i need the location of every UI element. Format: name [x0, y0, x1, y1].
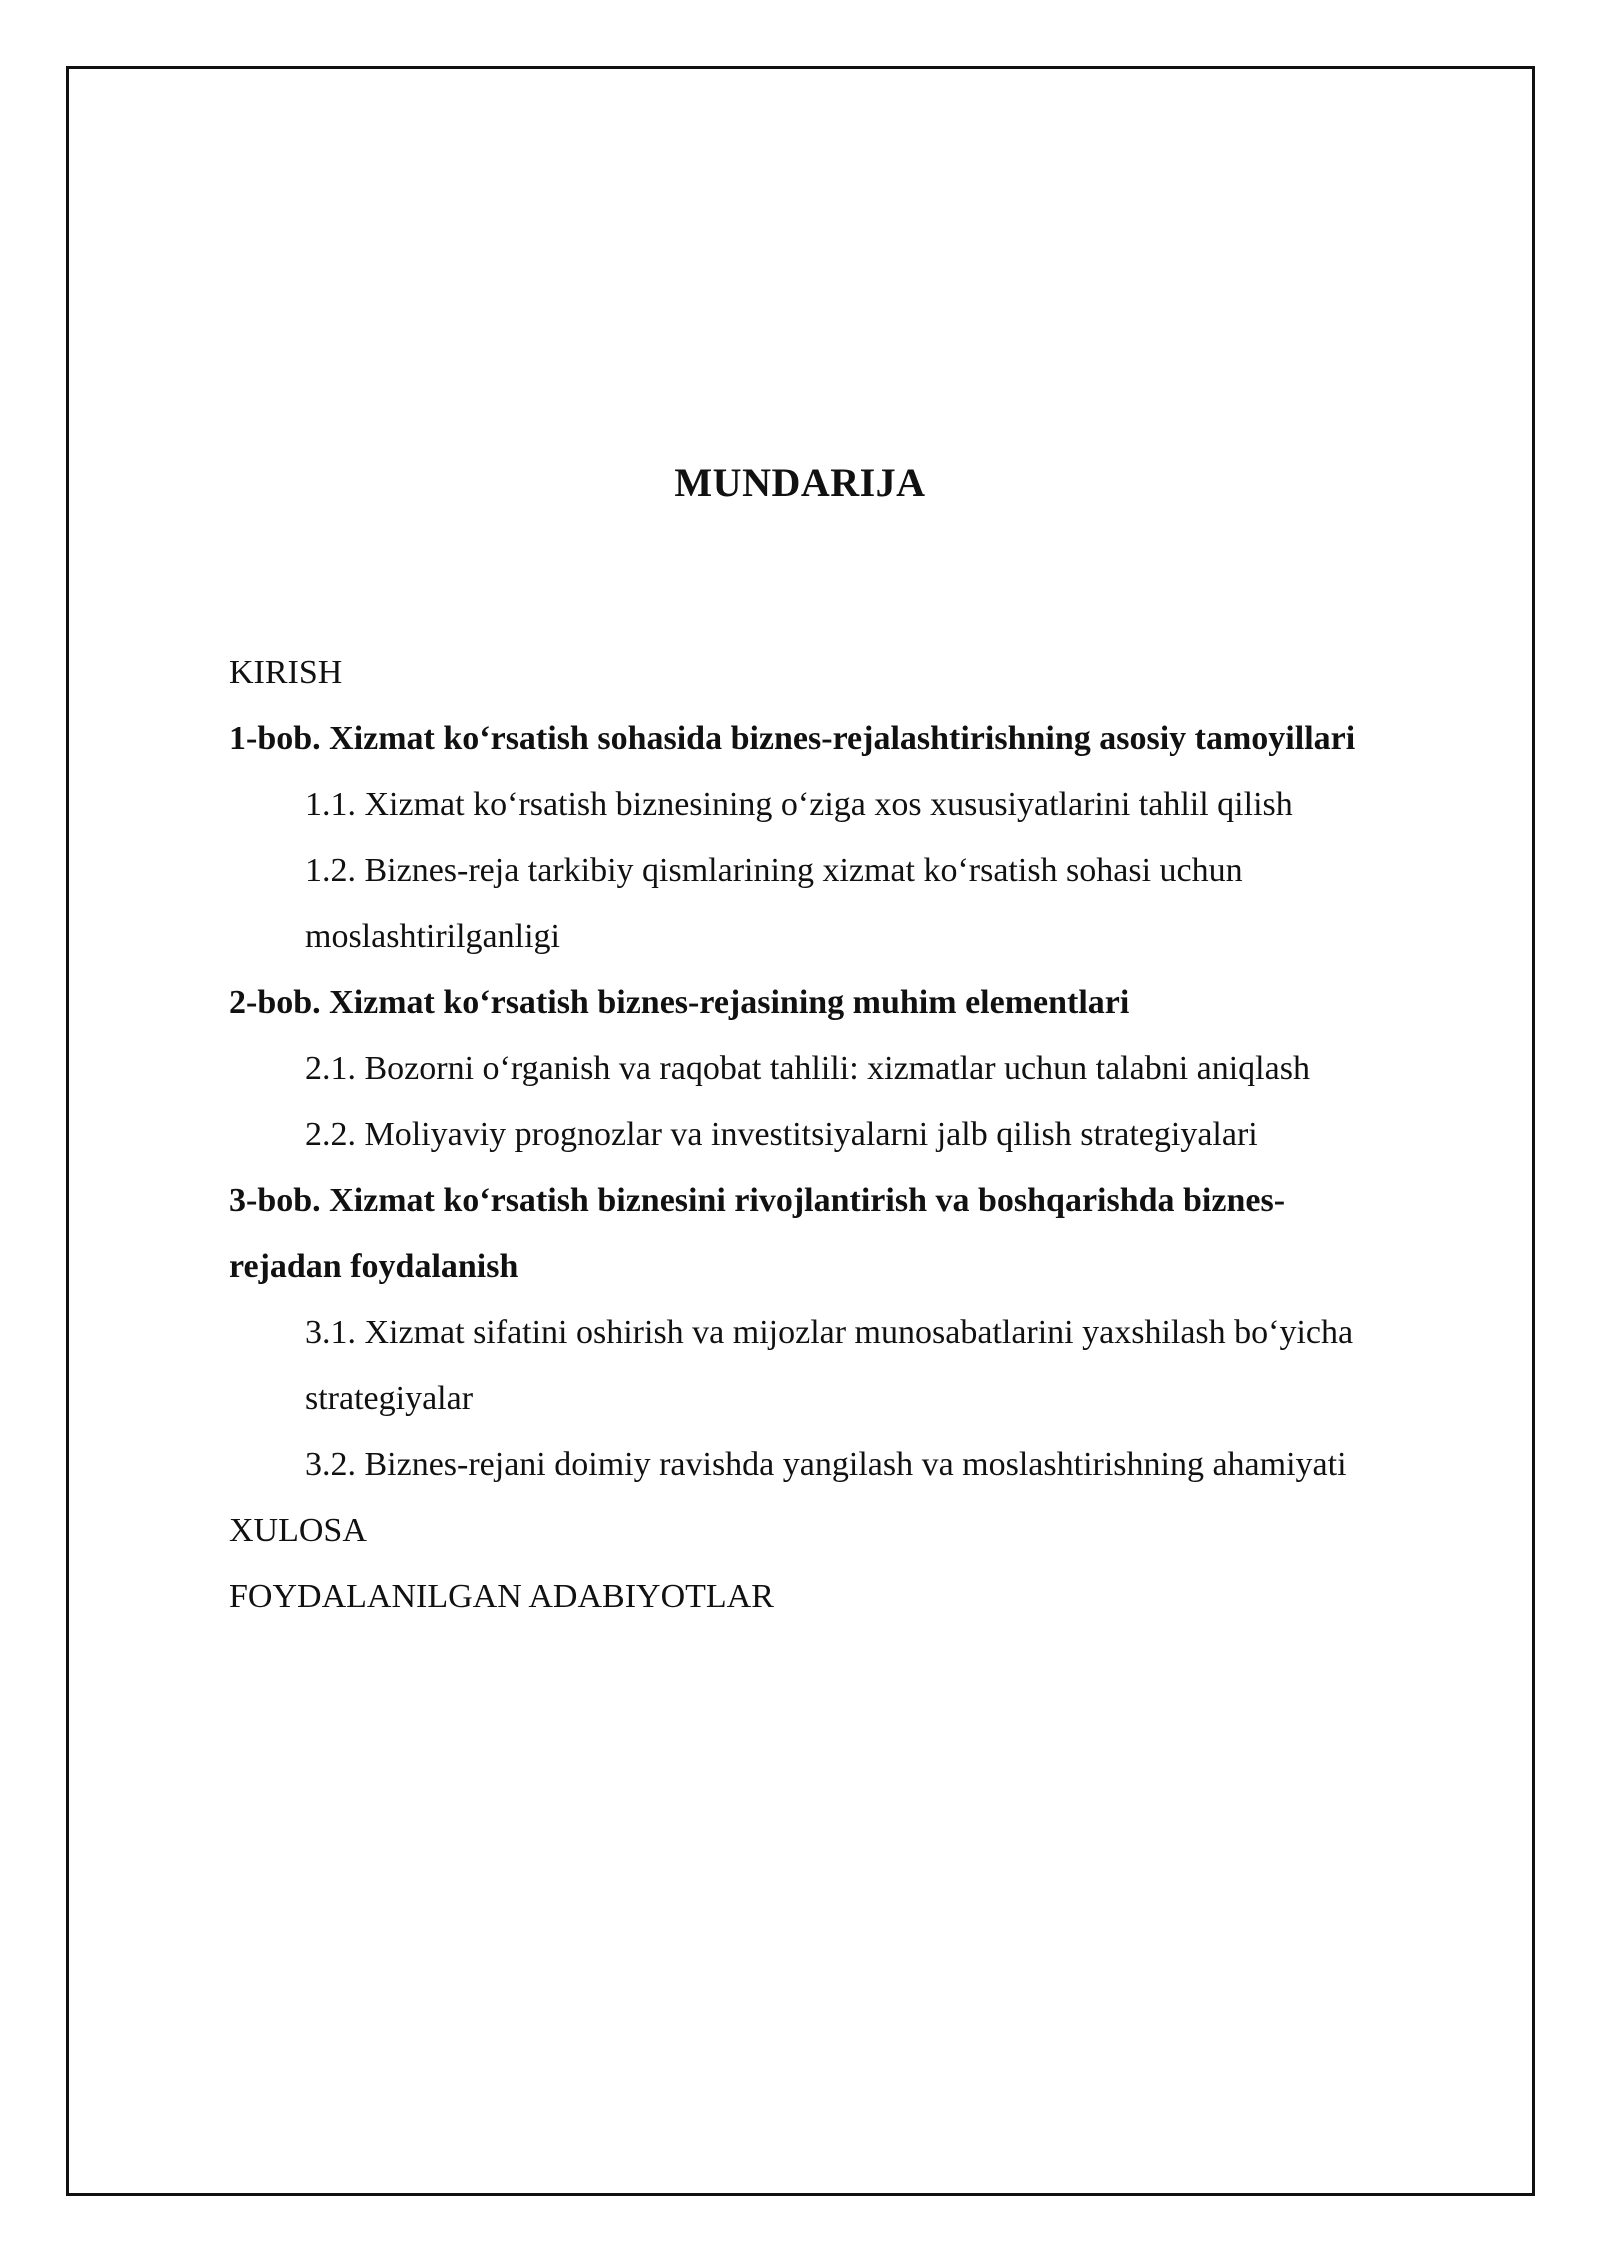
table-of-contents: [229, 640, 1499, 1630]
toc-entry-section-1-2[interactable]: [229, 838, 1499, 970]
toc-entry-section-3-1[interactable]: [229, 1300, 1499, 1432]
toc-entry-text: 3.2. Biznes-rejani doimiy ravishda yangilash va moslashtirishning ahamiyati: [305, 1446, 1347, 1483]
toc-entry-text: 1.1. Xizmat ko‘rsatish biznesining o‘ziga xos xususiyatlarini tahlil qilish: [305, 786, 1293, 823]
toc-entry-text-continued: strategiyalar: [305, 1380, 474, 1417]
toc-entry-chapter-3[interactable]: [229, 1168, 1499, 1300]
toc-entry-text: XULOSA: [229, 1512, 367, 1549]
toc-entry-text: KIRISH: [229, 654, 343, 691]
toc-entry-section-2-2[interactable]: [229, 1102, 1499, 1168]
toc-entry-section-2-1[interactable]: [229, 1036, 1499, 1102]
toc-entry-text: 2-bob. Xizmat ko‘rsatish biznes-rejasining muhim elementlari: [229, 984, 1130, 1021]
toc-entry-references[interactable]: [229, 1564, 1499, 1630]
toc-entry-text: FOYDALANILGAN ADABIYOTLAR: [229, 1578, 774, 1615]
toc-entry-text: 1-bob. Xizmat ko‘rsatish sohasida biznes-rejalashtirishning asosiy tamoyillari: [229, 720, 1356, 757]
toc-entry-conclusion[interactable]: [229, 1498, 1499, 1564]
toc-entry-chapter-2[interactable]: [229, 970, 1499, 1036]
toc-entry-section-3-2[interactable]: [229, 1432, 1499, 1498]
toc-entry-chapter-1[interactable]: [229, 706, 1499, 772]
toc-entry-text: 2.1. Bozorni o‘rganish va raqobat tahlili: xizmatlar uchun talabni aniqlash: [305, 1050, 1310, 1087]
toc-entry-introduction[interactable]: [229, 640, 1499, 706]
toc-entry-text: 3-bob. Xizmat ko‘rsatish biznesini rivojlantirish va boshqarishda biznes-: [229, 1182, 1286, 1219]
toc-entry-text-continued: moslashtirilganligi: [305, 918, 560, 955]
toc-entry-text: 1.2. Biznes-reja tarkibiy qismlarining xizmat ko‘rsatish sohasi uchun: [305, 852, 1243, 889]
page-title: MUNDARIJA: [674, 460, 926, 505]
toc-entry-text-continued: rejadan foydalanish: [229, 1248, 519, 1285]
toc-entry-text: 2.2. Moliyaviy prognozlar va investitsiyalarni jalb qilish strategiyalari: [305, 1116, 1258, 1153]
toc-entry-section-1-1[interactable]: [229, 772, 1499, 838]
toc-entry-text: 3.1. Xizmat sifatini oshirish va mijozlar munosabatlarini yaxshilash bo‘yicha: [305, 1314, 1354, 1351]
